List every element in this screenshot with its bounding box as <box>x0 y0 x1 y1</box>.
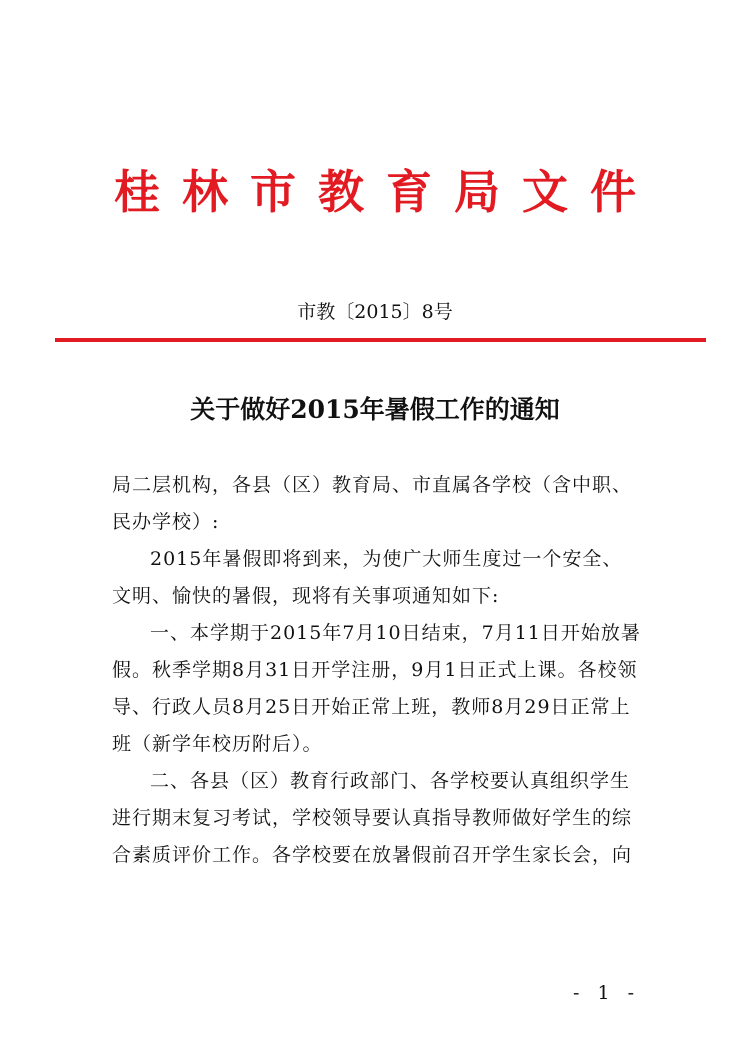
recipients-line: 局二层机构，各县（区）教育局、市直属各学校（含中职、民办学校）: <box>112 474 633 533</box>
notice-title: 关于做好2015年暑假工作的通知 <box>190 395 560 424</box>
document-number: 市教〔2015〕8号 <box>297 301 453 323</box>
page-number: - 1 - <box>572 982 640 1004</box>
body-paragraph: 一、本学期于2015年7月10日结束，7月11日开始放暑假。秋季学期8月31日开学注册，9月1日正式上课。各校领导、行政人员8月25日开始正常上班，教师8月29日正常上班（新学年校历附后）。 <box>112 622 641 755</box>
red-divider-line <box>55 338 706 342</box>
notice-body <box>112 467 642 874</box>
issuer-header-title: 桂林市教育局文件 <box>114 165 658 219</box>
body-paragraph: 2015年暑假即将到来，为使广大师生度过一个安全、文明、愉快的暑假，现将有关事项通知如下: <box>112 548 623 607</box>
body-paragraph: 二、各县（区）教育行政部门、各学校要认真组织学生进行期末复习考试，学校领导要认真指导教师做好学生的综合素质评价工作。各学校要在放暑假前召开学生家长会，向 <box>112 770 633 866</box>
